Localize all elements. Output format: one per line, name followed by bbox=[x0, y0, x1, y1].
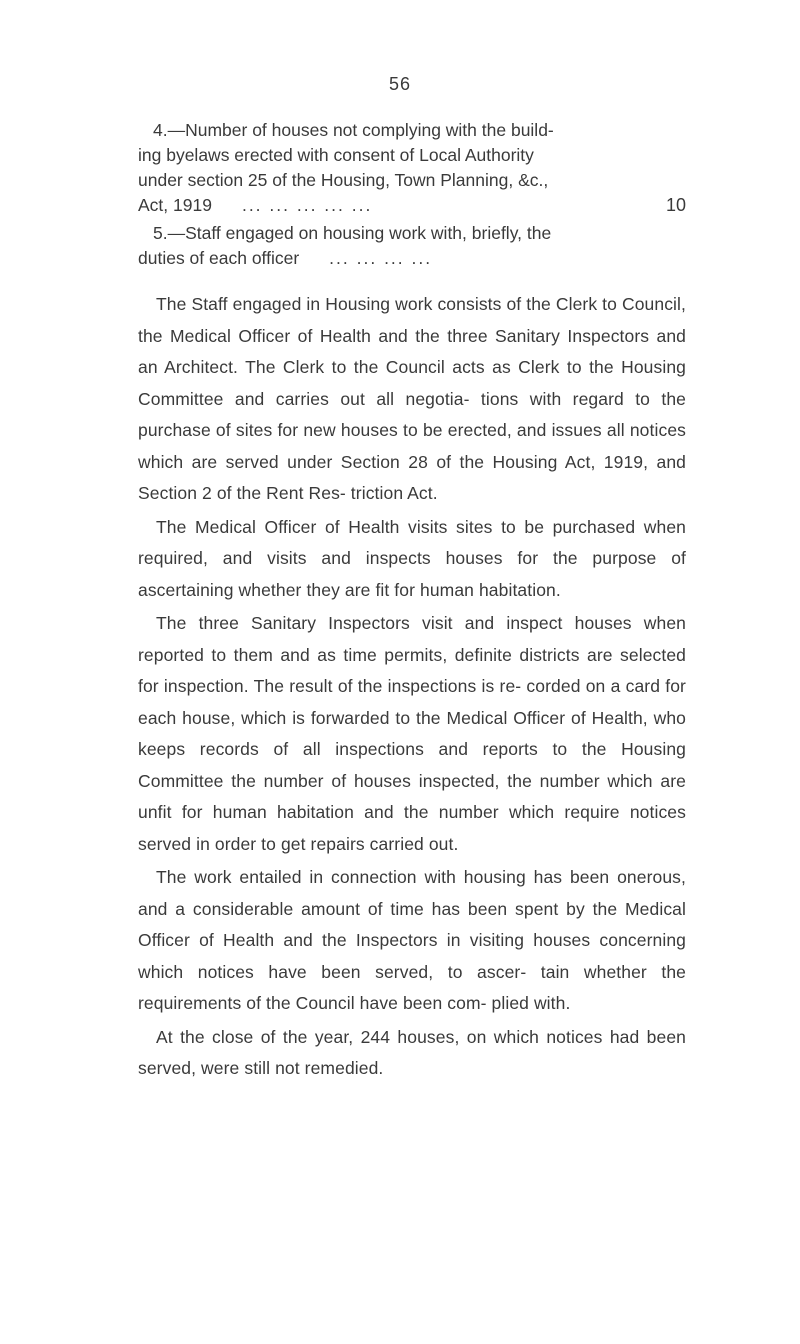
leader-dots: ... ... ... ... ... bbox=[241, 195, 373, 215]
item-staff-engaged bbox=[138, 221, 686, 271]
page-number: 56 bbox=[388, 74, 412, 94]
item-line: 4.—Number of houses not complying with the build- bbox=[153, 120, 554, 140]
item-last-line bbox=[138, 246, 686, 271]
item-line: ing byelaws erected with consent of Local Authority bbox=[138, 145, 534, 165]
paragraph-work-entailed: The work entailed in connection with housing has been onerous, and a considerable amount of time has been spent by the Medical Officer of Health and the Inspectors in visiting houses concerning which notices have been served, to ascer- tain whether the requirements of the Council have been com- plied with. bbox=[138, 867, 686, 1013]
paragraph-sanitary-inspectors: The three Sanitary Inspectors visit and inspect houses when reported to them and as time permits, definite districts are selected for inspection. The result of the inspections is re- corded on a card for each house, which is forwarded to the Medical Officer of Health, who keeps records of all inspections and reports to the Housing Committee the number of houses inspected, the number which are unfit for human habitation and the number which require notices served in order to get repairs carried out. bbox=[138, 613, 686, 854]
item-line: under section 25 of the Housing, Town Planning, &c., bbox=[138, 170, 549, 190]
item-line: 5.—Staff engaged on housing work with, briefly, the bbox=[153, 223, 552, 243]
item-last-line-text: duties of each officer bbox=[138, 248, 300, 268]
item-last-line-text: Act, 1919 bbox=[138, 195, 212, 215]
item-last-line bbox=[138, 193, 686, 218]
item-value: 10 bbox=[665, 195, 686, 215]
paragraph-medical-officer: The Medical Officer of Health visits sites to be purchased when required, and visits and inspects houses for the purpose of ascertaining whether they are fit for human habitation. bbox=[138, 516, 686, 600]
item-houses-not-complying bbox=[138, 118, 686, 218]
page-content bbox=[138, 118, 686, 1087]
paragraph-staff: The Staff engaged in Housing work consists of the Clerk to Council, the Medical Officer of Health and the three Sanitary Inspectors and an Architect. The Clerk to the Council acts as Clerk to the Housing Committee and carries out all negotia- tions with regard to the purchase of sites for new houses to be erected, and issues all notices which are served under Section 28 of the Housing Act, 1919, and Section 2 of the Rent Res- triction Act. bbox=[138, 294, 686, 503]
paragraph-close-of-year: At the close of the year, 244 houses, on which notices had been served, were still not remedied. bbox=[138, 1026, 686, 1078]
leader-dots: ... ... ... ... bbox=[329, 248, 433, 268]
